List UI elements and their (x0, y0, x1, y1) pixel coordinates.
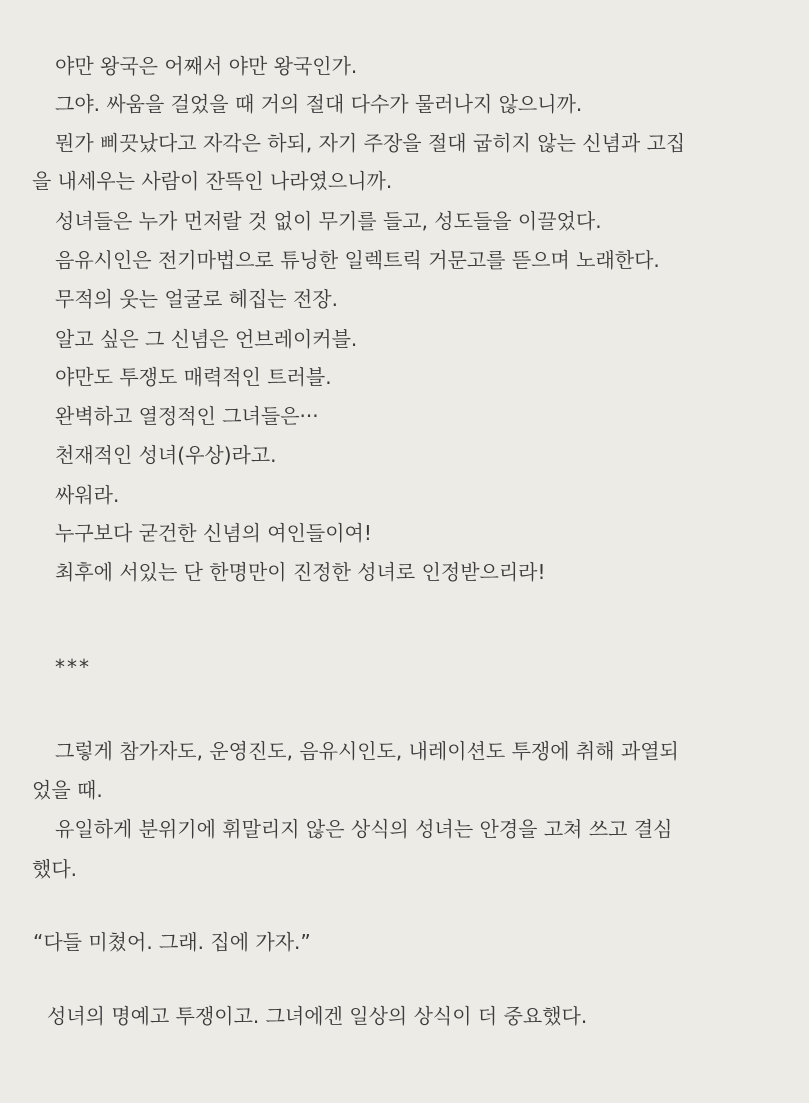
paragraph-line: 유일하게 분위기에 휘말리지 않은 상식의 성녀는 안경을 고쳐 쓰고 결심 (55, 817, 673, 841)
dialogue-line: “다들 미쳤어. 그래. 집에 가자.” (33, 930, 311, 954)
paragraph-line: 그렇게 참가자도, 운영진도, 음유시인도, 내레이션도 투쟁에 취해 과열되 (55, 739, 679, 763)
scene-separator: *** (55, 655, 91, 679)
paragraph-line: 그야. 싸움을 걸었을 때 거의 절대 다수가 물러나지 않으니까. (55, 92, 583, 116)
paragraph-line: 완벽하고 열정적인 그녀들은··· (55, 404, 319, 428)
paragraph-line: 음유시인은 전기마법으로 튜닝한 일렉트릭 거문고를 뜯으며 노래한다. (55, 248, 660, 272)
paragraph-line: 천재적인 성녀(우상)라고. (55, 443, 277, 467)
paragraph-line: 성녀의 명예고 투쟁이고. 그녀에겐 일상의 상식이 더 중요했다. (47, 1004, 588, 1028)
paragraph-line: 야만도 투쟁도 매력적인 트러블. (55, 365, 332, 389)
paragraph-line: 뭔가 삐끗났다고 자각은 하되, 자기 주장을 절대 굽히지 않는 신념과 고집 (55, 131, 686, 155)
paragraph-line: 누구보다 굳건한 신념의 여인들이여! (55, 521, 372, 545)
paragraph-line: 최후에 서있는 단 한명만이 진정한 성녀로 인정받으리라! (55, 560, 546, 584)
paragraph-line: 야만 왕국은 어째서 야만 왕국인가. (55, 54, 358, 78)
paragraph-line: 을 내세우는 사람이 잔뜩인 나라였으니까. (32, 169, 393, 193)
paragraph-line: 알고 싶은 그 신념은 언브레이커블. (55, 327, 358, 351)
paragraph-line: 무적의 웃는 얼굴로 헤집는 전장. (55, 287, 338, 311)
paragraph-line: 싸워라. (55, 483, 120, 507)
paragraph-line: 했다. (32, 857, 77, 881)
paragraph-line: 었을 때. (32, 778, 103, 802)
paragraph-line: 성녀들은 누가 먼저랄 것 없이 무기를 들고, 성도들을 이끌었다. (55, 209, 602, 233)
